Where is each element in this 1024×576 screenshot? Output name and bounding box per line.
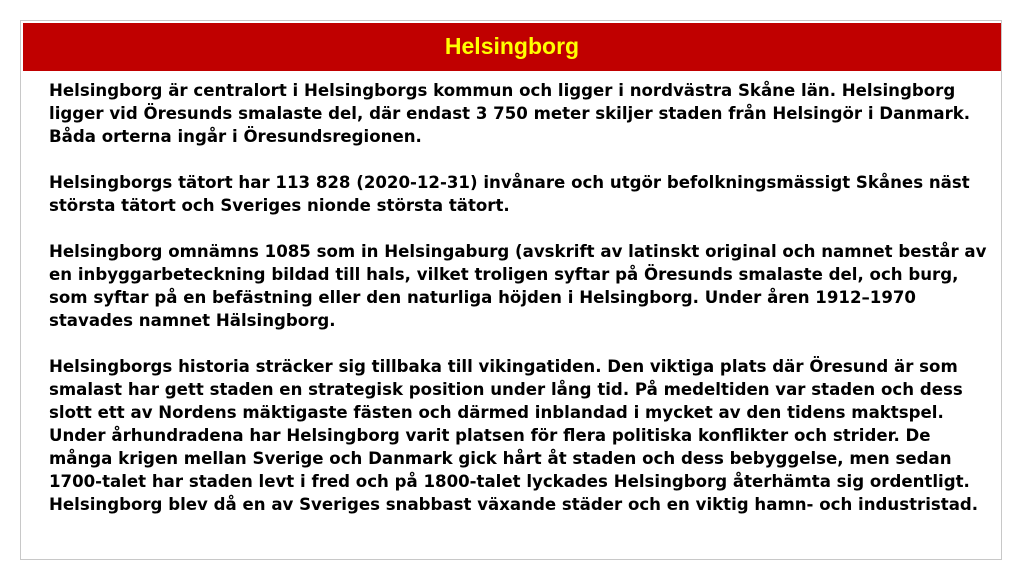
paragraph-population: Helsingborgs tätort har 113 828 (2020-12-31) invånare och utgör befolkningsmässigt Skånes näst största tätort och Sveriges nionde största tätort. [49,173,970,215]
slide [20,20,1002,560]
slide-body [49,79,989,516]
slide-title: Helsingborg [444,32,580,59]
paragraph-history: Helsingborgs historia sträcker sig tillbaka till vikingatiden. Den viktiga plats där Öresund är som smalast har gett staden en strategisk position under lång tid. På medeltiden var staden och dess slott ett av Nordens mäktigaste fästen och därmed inblandad i mycket av den tidens maktspel. Under århundradena har Helsingborg varit platsen för flera politiska konflikter och strider. De många krigen mellan Sverige och Danmark gick hårt åt staden och dess bebyggelse, men sedan 1700-talet har staden levt i fred och på 1800-talet lyckades Helsingborg återhämta sig ordentligt. Helsingborg blev då en av Sveriges snabbast växande städer och en viktig hamn- och industristad. [49,357,979,514]
paragraph-intro: Helsingborg är centralort i Helsingborgs kommun och ligger i nordvästra Skåne län. Helsingborg ligger vid Öresunds smalaste del, där endast 3 750 meter skiljer staden från Helsingör i Danmark. Båda orterna ingår i Öresundsregionen. [49,81,971,146]
title-bar [23,23,1001,71]
paragraph-name-origin: Helsingborg omnämns 1085 som in Helsingaburg (avskrift av latinskt original och namnet består av en inbyggarbeteckning bildad till hals, vilket troligen syftar på Öresunds smalaste del, och burg, som syftar på en befästning eller den naturliga höjden i Helsingborg. Under åren 1912–1970 stavades namnet Hälsingborg. [49,242,987,330]
